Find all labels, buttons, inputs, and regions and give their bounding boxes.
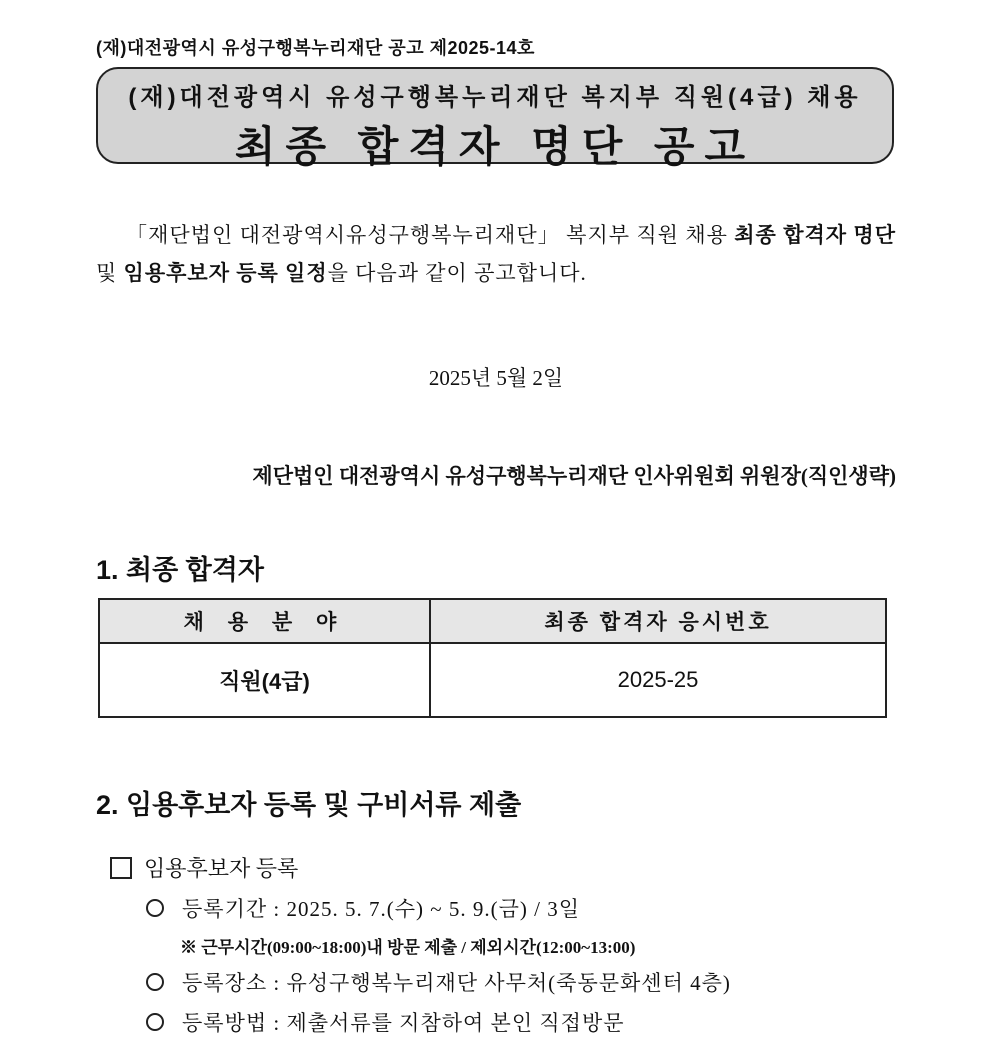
table-cell-number: 2025-25 [430,643,886,717]
signer: 제단법인 대전광역시 유성구행복누리재단 인사위원회 위원장(직인생략) [252,464,896,488]
circle-bullet-icon [146,899,164,917]
intro-bold-2: 임용후보자 등록 일정 [123,261,328,285]
intro-text-1: 「재단법인 대전광역시유성구행복누리재단」 복지부 직원 채용 [126,223,735,247]
place-text: 등록장소 : 유성구행복누리재단 사무처(죽동문화센터 4층) [182,971,731,995]
subheading [110,852,298,883]
intro-text-3: 을 다음과 같이 공고합니다. [327,261,587,285]
circle-bullet-icon [146,973,164,991]
section-2-title: 2. 임용후보자 등록 및 구비서류 제출 [96,790,522,820]
intro-bold-1: 최종 합격자 명단 [734,223,896,247]
notice-date: 2025년 5월 2일 [428,366,564,390]
list-item-period [146,893,580,923]
title-box [96,67,894,170]
table-header-field: 채 용 분 야 [99,599,430,643]
circle-bullet-icon [146,1013,164,1031]
notice-number: (재)대전광역시 유성구행복누리재단 공고 제2025-14호 [96,38,535,58]
table-header-number: 최종 합격자 응시번호 [430,599,886,643]
table-header-row [99,599,886,643]
intro-paragraph [96,216,896,292]
square-bullet-icon [110,857,132,879]
work-hours-note: ※ 근무시간(09:00~18:00)내 방문 제출 / 제외시간(12:00~13:00) [180,938,636,957]
section-1-title: 1. 최종 합격자 [96,555,264,585]
list-item-place [146,967,731,997]
period-text: 등록기간 : 2025. 5. 7.(수) ~ 5. 9.(금) / 3일 [182,897,581,921]
table-row [99,643,886,717]
result-table [98,598,887,718]
page-title: 최종 합격자 명단 공고 [234,123,756,170]
list-item-method [146,1007,625,1037]
intro-text-2: 및 [96,261,124,285]
method-text: 등록방법 : 제출서류를 지참하여 본인 직접방문 [182,1011,625,1035]
subheading-text: 임용후보자 등록 [144,856,299,881]
title-line-1: (재)대전광역시 유성구행복누리재단 복지부 직원(4급) 채용 [128,84,862,111]
table-cell-field: 직원(4급) [99,643,430,717]
